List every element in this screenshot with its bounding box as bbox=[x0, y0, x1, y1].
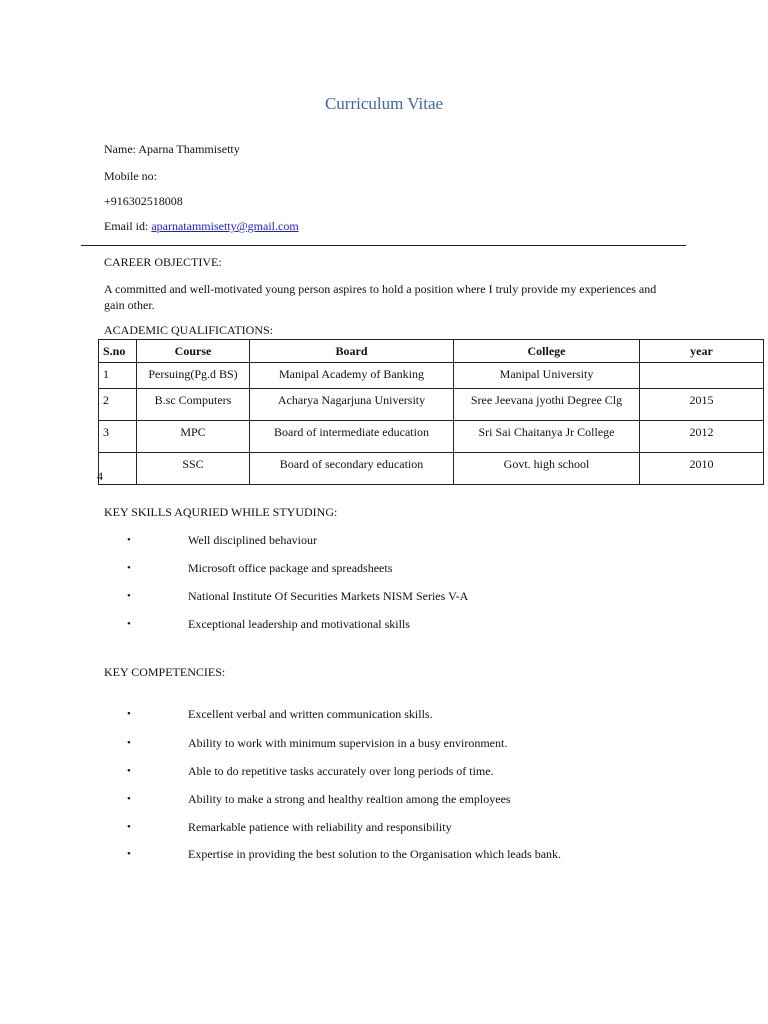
table-cell: SSC bbox=[137, 453, 250, 485]
table-cell bbox=[640, 363, 764, 389]
name-line: Name: Aparna Thammisetty bbox=[104, 142, 240, 156]
career-objective-heading: CAREER OBJECTIVE: bbox=[104, 255, 222, 269]
table-cell: Board of secondary education bbox=[250, 453, 454, 485]
table-cell: Board of intermediate education bbox=[250, 421, 454, 453]
table-header-row bbox=[99, 340, 764, 363]
table-row bbox=[99, 453, 764, 485]
table-cell: B.sc Computers bbox=[137, 389, 250, 421]
list-item-text: Excellent verbal and written communication skills. bbox=[188, 707, 433, 721]
table-cell: 2 bbox=[99, 389, 137, 421]
bullet-icon: • bbox=[127, 534, 131, 546]
mobile-label: Mobile no: bbox=[104, 169, 157, 183]
list-item-text: Remarkable patience with reliability and responsibility bbox=[188, 820, 452, 834]
column-header: Course bbox=[137, 340, 250, 363]
table-cell: 1 bbox=[99, 363, 137, 389]
bullet-icon: • bbox=[127, 737, 131, 749]
column-header: S.no bbox=[99, 340, 137, 363]
table-row bbox=[99, 389, 764, 421]
table-cell: MPC bbox=[137, 421, 250, 453]
table-cell bbox=[99, 453, 137, 485]
table-cell: 2015 bbox=[640, 389, 764, 421]
column-header: College bbox=[454, 340, 640, 363]
list-item-text: Exceptional leadership and motivational skills bbox=[188, 617, 410, 631]
bullet-icon: • bbox=[127, 848, 131, 860]
bullet-icon: • bbox=[127, 618, 131, 630]
competencies-heading: KEY COMPETENCIES: bbox=[104, 665, 226, 679]
list-item-text: Able to do repetitive tasks accurately over long periods of time. bbox=[188, 764, 494, 778]
qualifications-table bbox=[98, 339, 764, 485]
column-header: Board bbox=[250, 340, 454, 363]
bullet-icon: • bbox=[127, 821, 131, 833]
list-item-text: Microsoft office package and spreadsheets bbox=[188, 561, 393, 575]
bullet-icon: • bbox=[127, 793, 131, 805]
table-cell: Sri Sai Chaitanya Jr College bbox=[454, 421, 640, 453]
email-label: Email id: bbox=[104, 219, 149, 233]
bullet-icon: • bbox=[127, 708, 131, 720]
column-header: year bbox=[640, 340, 764, 363]
section-divider bbox=[81, 245, 686, 246]
table-cell: 3 bbox=[99, 421, 137, 453]
table-cell: 2010 bbox=[640, 453, 764, 485]
bullet-icon: • bbox=[127, 562, 131, 574]
row-number-4: 4 bbox=[97, 469, 103, 483]
email-link[interactable]: aparnatammisetty@gmail.com bbox=[151, 219, 299, 233]
list-item-text: Ability to make a strong and healthy realtion among the employees bbox=[188, 792, 511, 806]
table-cell: Sree Jeevana jyothi Degree Clg bbox=[454, 389, 640, 421]
table-cell: Manipal Academy of Banking bbox=[250, 363, 454, 389]
academic-heading: ACADEMIC QUALIFICATIONS: bbox=[104, 323, 274, 337]
list-item-text: Well disciplined behaviour bbox=[188, 533, 317, 547]
table-cell: Manipal University bbox=[454, 363, 640, 389]
table-row bbox=[99, 363, 764, 389]
table-cell: Govt. high school bbox=[454, 453, 640, 485]
list-item-text: Ability to work with minimum supervision in a busy environment. bbox=[188, 736, 508, 750]
table-cell: 2012 bbox=[640, 421, 764, 453]
table-cell: Acharya Nagarjuna University bbox=[250, 389, 454, 421]
email-line bbox=[104, 219, 299, 234]
bullet-icon: • bbox=[127, 590, 131, 602]
list-item-text: Expertise in providing the best solution to the Organisation which leads bank. bbox=[188, 847, 562, 861]
list-item-text: National Institute Of Securities Markets NISM Series V-A bbox=[188, 589, 469, 603]
mobile-number: +916302518008 bbox=[104, 194, 183, 208]
bullet-icon: • bbox=[127, 765, 131, 777]
career-objective-text: A committed and well-motivated young person aspires to hold a position where I truly provide my experiences and gain other. bbox=[104, 282, 657, 312]
table-cell: Persuing(Pg.d BS) bbox=[137, 363, 250, 389]
key-skills-heading: KEY SKILLS AQURIED WHILE STYUDING: bbox=[104, 505, 338, 519]
document-title: Curriculum Vitae bbox=[324, 94, 444, 113]
table-row bbox=[99, 421, 764, 453]
